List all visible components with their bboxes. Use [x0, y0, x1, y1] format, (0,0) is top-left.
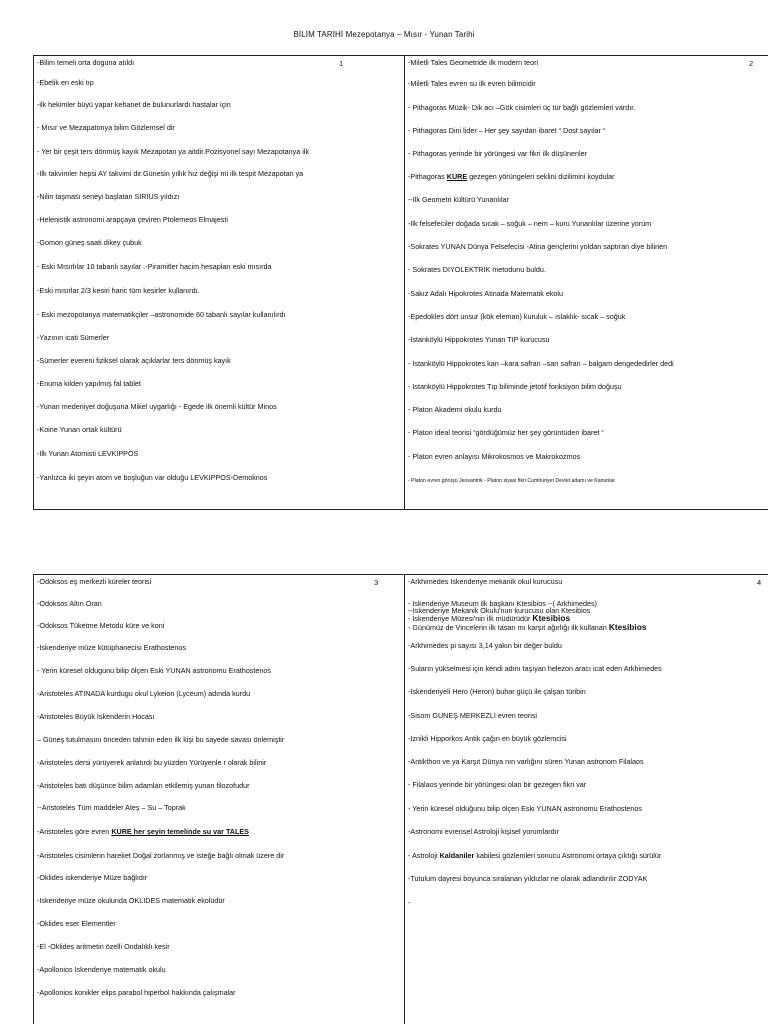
note-row: - Platon evren anlayısı Mikrokosmos ve Makrokozmos — [408, 453, 581, 461]
note-row: - Pithagoras Müzik- Dik acı –Gök cisimleri üç tür bağlı gözlemleri vardır. — [408, 104, 636, 112]
note-row: - İskenderiye Museum ilk başkanı Ktesibios --( Arkhimedes) — [408, 600, 597, 608]
note-row — [408, 173, 768, 182]
note-row: -Aristoteles Büyük İskenderin Hocası — [37, 713, 155, 721]
note-text-underlined: KÜRE — [446, 173, 468, 181]
note-row: -Ebelik en eski tıp — [37, 79, 94, 87]
note-text: gezegen yörüngeleri seklini dizilimini koydular — [467, 173, 615, 181]
note-row: -Arkhimedes pi sayısı 3,14 yakın bir değer buldu — [408, 642, 562, 650]
note-row: -Gomon güneş saati dikey çubuk — [37, 239, 142, 247]
note-text: -Aristoteles göre evren — [37, 828, 112, 836]
note-text-bold: Kaldaniler — [439, 852, 475, 860]
note-row: – Güneş tutulmasını önceden tahmin eden ilk kişi bu sayede savası önlemiştir — [37, 736, 285, 744]
note-row: -İskenderiye müze okulunda ÖKLİDES matematik ekolüdür — [37, 897, 225, 905]
column-number: 1 — [339, 59, 344, 68]
note-row: -Sisom GÜNEŞ MERKEZLİ evren teorisi — [408, 712, 538, 720]
note-text-bold: Ktesibios — [532, 614, 571, 623]
note-text: -Pithagoras — [408, 173, 447, 181]
note-row: - İstanköylü Hippokrotes kan –kara safran –sarı safran – balgam dengededirler dedi — [408, 360, 674, 368]
note-row: -Öklides iskenderiye Müze bağlıdır — [37, 874, 148, 882]
note-row — [408, 852, 768, 861]
note-row: - Platon ideal teorisi “gördüğümüz her şey görüntüden ibaret “ — [408, 429, 604, 437]
note-row: -Epedokles dört unsur (kök eleman) kuruluk – ıslaklık- sıcak – soğuk — [408, 313, 626, 321]
note-row: -Apollonios İskenderiye matematik okulu — [37, 966, 166, 974]
column-number: 3 — [374, 578, 379, 587]
note-row: -Suların yükselmesi için kendi adını taşıyan helezon aracı icat eden Arkhimedes — [408, 665, 662, 673]
note-row — [408, 623, 768, 633]
note-row: --Aristoteles Tüm maddeler Ateş – Su – Toprak — [37, 804, 186, 812]
note-row: -Ödoksos Altın Oran — [37, 600, 102, 608]
note-row: -İznikli Hipporkos Antik çağın en büyük gözlemcisi — [408, 735, 567, 743]
note-row: -Yanlızca iki şeyin atom ve boşluğun var olduğu LEVKİPPOS-Demokrios — [37, 474, 268, 482]
note-row: - Eski mezopotanya matematikçiler –astronomide 60 tabanlı sayılar kullanılırdı — [37, 311, 286, 319]
note-row: -Sakız Adalı Hipokrotes Atinada Matematik ekolu — [408, 290, 564, 298]
note-row: - Yer bir çeşit ters dönmüş kayık Mezapotan ya aitdir.Pozisyonel sayı Mezapotanya ilk — [37, 148, 310, 156]
note-row: -Koine Yunan ortak kültürü — [37, 426, 122, 434]
note-text: kabilesi gözlemleri sonucu Astronomi ortaya çıktığı sürülür — [474, 852, 662, 860]
note-row: -İlk takvimler hepsi AY takvimi dir.Günesin yıllık hız değişi mi ilk tespit Mezapotan ya — [37, 170, 304, 178]
note-row: - Yerin küresel oldugunu bilip ölçen Eski YUNAN astronomu Erathostenos — [37, 667, 271, 675]
note-row: -Aristoteles ATİNADA kurdugu okul Lykeion (Lyceum) adında kurdu — [37, 690, 251, 698]
note-row: --İskenderiye Mekanik Okulu'nun kurucusu olan Ktesibios — [408, 607, 591, 615]
note-row — [37, 828, 401, 837]
note-row: -Aristoteles cisimlerin hareket Doğal zorlanmış ve isteğe bağlı olmak üzere dir — [37, 852, 285, 860]
notes-table-1 — [33, 55, 768, 510]
note-row: -Apollonios konikler elips parabol hiperbol hakkında çalışmalar — [37, 989, 236, 997]
note-row: -Bilim temeli orta doguna atıldı — [37, 59, 135, 67]
note-row: - — [408, 899, 411, 907]
note-row: - Filalaos yerinde bir yörüngesi olan bir gezegen fikri var — [408, 781, 587, 789]
note-row: -El -Öklides aritmetin özelli Ondalıklı kesir — [37, 943, 170, 951]
note-row: -Öklides eser Elementler — [37, 920, 116, 928]
note-text-bold: Ktesibios — [608, 623, 647, 632]
column-1 — [34, 56, 404, 509]
note-row: -Aristoteles dersi yürüyerek anlatırdı bu yüzden Yürüyenle r olarak bilinir — [37, 759, 267, 767]
note-row: - Mısır ve Mezapatonya bilim Gözlemsel dir — [37, 124, 175, 132]
note-row: -ilk hekimler büyü yapar kehanet de bulunurlardı hastalar için — [37, 101, 231, 109]
note-row: -İlk Yunan Atomisti LEVKİPPOS — [37, 450, 139, 458]
note-text-small: - Platon evren görüşü Jeosantrik - Platon siyasi fikri Cumhuriyet Devlet adamı ve Kanunlar — [408, 478, 616, 484]
note-row: - İstanköylü Hippokrotes Tıp biliminde jetotif fonksiyon bilim doğuşu — [408, 383, 622, 391]
column-number: 4 — [757, 578, 762, 587]
note-row — [408, 476, 768, 486]
note-row: -Enuma kilden yapılmış fal tablet — [37, 380, 141, 388]
note-row: -Aristoteles batı düşünce bilim adamları etkilemiş yunan filozofudur — [37, 782, 250, 790]
note-text: - Astroloji — [408, 852, 440, 860]
note-row: -Ödoksos eş merkezli küreler teorisi — [37, 578, 152, 586]
notes-table-2 — [33, 574, 768, 1024]
note-row: -İlk felsefeciler doğada sıcak – soğuk – nem – kuru Yunanlılar üzerine yorum — [408, 220, 652, 228]
note-row: -İskenderiye müze kütüphanecisi Erathostenos — [37, 644, 187, 652]
note-row: - Eski Mısırlılar 10 tabanlı sayılar .-Piramitler hacim hesapları eski mısırda — [37, 263, 272, 271]
note-row: -Sokrates YUNAN Dünya Felsefecisi -Atina gençlerini yoldan saptıran diye bilinen — [408, 243, 668, 251]
column-number: 2 — [749, 59, 754, 68]
column-4 — [404, 575, 768, 1024]
note-row: -Helenistik astronomi arapçaya çeviren Ptolemeos Elmajesti — [37, 216, 228, 224]
note-text-underlined: KÜRE her şeyin temelinde su var TALES — [111, 828, 249, 836]
note-row: -Nilin taşması seneyi başlatan SİRİUS yıldızı — [37, 193, 180, 201]
note-row: -Arkhimedes İskenderiye mekanik okul kurucusu — [408, 578, 563, 586]
note-row: - Pithagoras yerinde bir yörüngesi var fikri ilk düşünenler — [408, 150, 587, 158]
note-row: --İlk Geometri kültürü Yunanlılar — [408, 196, 509, 204]
column-3 — [34, 575, 404, 1024]
note-row: -Eski mısırlar 2/3 kesiri haric tüm kesirler kullanırdı. — [37, 287, 200, 295]
note-row: - Platon Akademi okulu kurdu — [408, 406, 502, 414]
note-row: -Tutulum dayresi boyunca sıralanan yıldızlar ne olarak adlandırılır ZODYAK — [408, 875, 648, 883]
note-text: - İskenderiye Müzesi'nin ilk müdürüdür — [408, 614, 533, 623]
note-row: -Sümerler evereni fiziksel olarak açıklarlar ters dönmüş kayık — [37, 357, 231, 365]
note-row: - Sokrates DİYOLEKTRİK metodunu buldu. — [408, 266, 546, 274]
note-row: -İstanköylü Hippokrotes Yunan TIP kurucusu — [408, 336, 550, 344]
note-row: -Yazının icati Sümerler — [37, 334, 110, 342]
note-row: -Antikthon ve ya Karşıt Dünya nın varlığını süren Yunan astronom Filalaos — [408, 758, 644, 766]
note-row: -Miletli Tales evren su ilk evren bilimcidir — [408, 80, 536, 88]
note-row: -İskenderiyeli Hero (Heron) buhar güçü ile çalşan türibin — [408, 688, 586, 696]
note-text: - Günümüz de Vincelerin ilk tasarı mı karşıt ağırlığı ilk kullanan — [408, 623, 609, 632]
column-2 — [404, 56, 768, 509]
note-row: - Yerin küresel olduğunu bilip ölçen Eski YUNAN astronomu Erathostenos — [408, 805, 642, 813]
note-row: -Astronomi evrensel Astroloji kişisel yorumlardır — [408, 828, 559, 836]
page-title: BİLİM TARİHİ Mezepotanya – Mısır - Yunan Tarihi — [293, 30, 475, 39]
note-row: -Ödoksos Tüketme Metodu küre ve koni — [37, 622, 165, 630]
note-row: - Pithagoras Dini lider – Her şey sayıdan ibaret “ Dost sayılar “ — [408, 127, 606, 135]
note-row: -Miletli Tales Geometride ilk modern teori — [408, 59, 539, 67]
note-row: -Yunan medeniyet doğuşuna Mikel uygarlığı - Egede ilk önemli kültür Minos — [37, 403, 277, 411]
